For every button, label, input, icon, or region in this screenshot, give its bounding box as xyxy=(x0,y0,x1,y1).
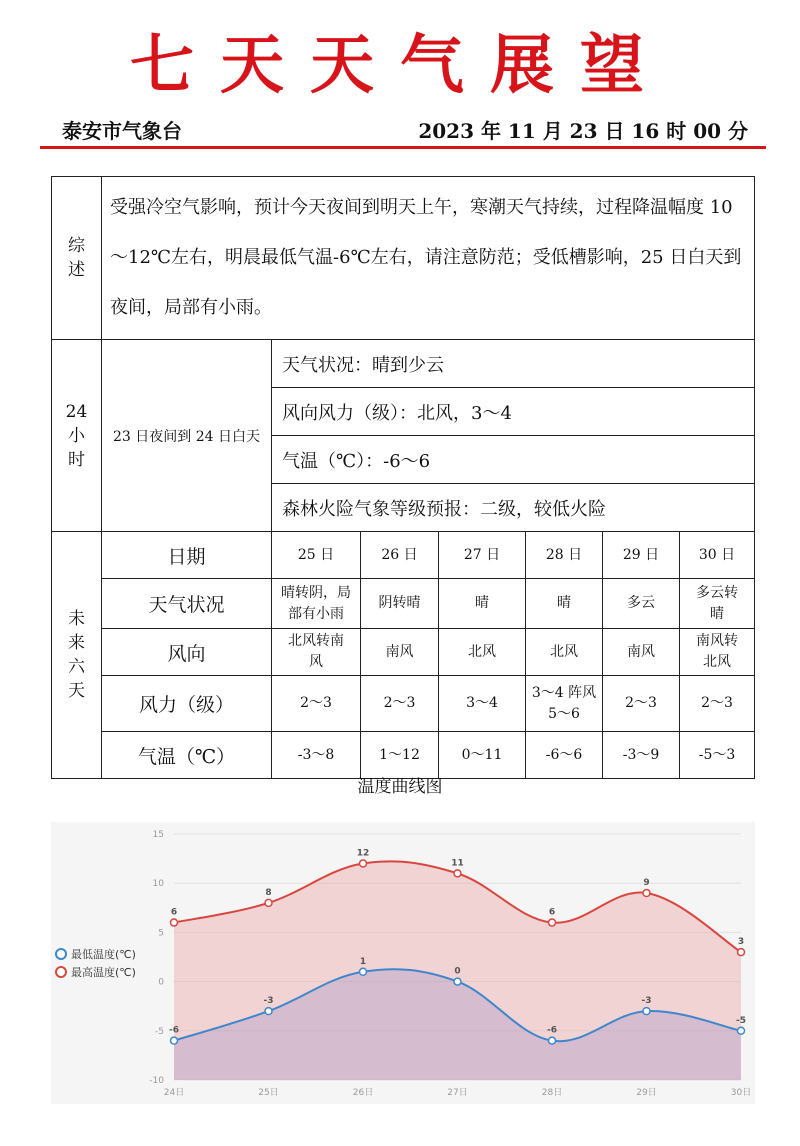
legend-label: 最高温度(℃) xyxy=(71,966,136,979)
temperature-cell: -3～8 xyxy=(272,732,361,779)
data-point xyxy=(454,978,461,985)
forecast-table xyxy=(51,176,755,779)
data-label: 1 xyxy=(359,956,367,967)
legend-marker xyxy=(56,949,66,959)
summary-text: 受强冷空气影响，预计今天夜间到明天上午，寒潮天气持续，过程降温幅度 10～12℃左右，明晨最低气温-6℃左右，请注意防范；受低槽影响，25 日白天到夜间，局部有小雨。 xyxy=(102,177,755,340)
wind-force-cell: 3～4 xyxy=(439,676,526,732)
weather-cell: 阴转晴 xyxy=(361,579,439,629)
weather-cell: 多云转 晴 xyxy=(680,579,755,629)
x-tick-label: 26日 xyxy=(352,1088,374,1098)
wind-force-cell: 2～3 xyxy=(272,676,361,732)
x-tick-label: 27日 xyxy=(447,1088,468,1098)
wind-force-cell: 2～3 xyxy=(361,676,439,732)
wind-force-cell: 3～4 阵风 5～6 xyxy=(526,676,603,732)
six-day-label: 未 来 六 天 xyxy=(52,532,102,779)
y-tick-label: -10 xyxy=(149,1076,164,1086)
data-point xyxy=(265,899,272,906)
data-point xyxy=(171,919,178,926)
issue-datetime: 2023 年 11 月 23 日 16 时 00 分 xyxy=(418,119,748,143)
y-tick-label: 0 xyxy=(158,977,164,988)
summary-label: 综 述 xyxy=(52,177,102,340)
data-label: -6 xyxy=(547,1025,557,1036)
temperature-chart-svg xyxy=(51,822,755,1104)
date-cell: 26 日 xyxy=(361,532,439,579)
day24-period: 23 日夜间到 24 日白天 xyxy=(102,340,272,532)
date-cell: 28 日 xyxy=(526,532,603,579)
wind-direction-cell: 南风转 北风 xyxy=(680,629,755,676)
title-divider xyxy=(40,146,766,149)
data-label: -5 xyxy=(736,1015,746,1026)
y-tick-label: -5 xyxy=(155,1026,164,1037)
x-tick-label: 25日 xyxy=(258,1088,279,1098)
y-tick-label: 10 xyxy=(152,879,164,890)
x-tick-label: 30日 xyxy=(730,1088,752,1098)
wind-direction-cell: 南风 xyxy=(361,629,439,676)
data-point xyxy=(265,1008,272,1015)
chart-title: 温度曲线图 xyxy=(357,777,443,797)
day24-fire-risk: 森林火险气象等级预报：二级，较低火险 xyxy=(272,484,755,532)
day24-weather: 天气状况：晴到少云 xyxy=(272,340,755,388)
legend-label: 最低温度(℃) xyxy=(71,948,136,961)
data-point xyxy=(454,870,461,877)
temperature-chart xyxy=(51,822,755,1104)
data-point xyxy=(549,919,556,926)
data-label: 12 xyxy=(356,848,370,859)
date-cell: 29 日 xyxy=(603,532,680,579)
agency-name: 泰安市气象台 xyxy=(62,119,182,143)
data-label: 0 xyxy=(454,966,461,977)
data-label: 11 xyxy=(451,858,464,869)
temperature-cell: 1～12 xyxy=(361,732,439,779)
data-label: 6 xyxy=(170,907,178,918)
data-point xyxy=(360,860,367,867)
weather-cell: 多云 xyxy=(603,579,680,629)
data-point xyxy=(643,1008,650,1015)
y-tick-label: 5 xyxy=(158,928,164,939)
page-title: 七天天气展望 xyxy=(130,28,670,103)
wind-force-cell: 2～3 xyxy=(603,676,680,732)
y-tick-label: 15 xyxy=(152,830,164,840)
data-point xyxy=(643,890,650,897)
wind-force-cell: 2～3 xyxy=(680,676,755,732)
legend-marker xyxy=(56,967,66,977)
wind-direction-cell: 南风 xyxy=(603,629,680,676)
wind-direction-cell: 北风 xyxy=(439,629,526,676)
data-label: -3 xyxy=(263,996,274,1007)
data-point xyxy=(738,1027,745,1034)
wind-direction-cell: 北风转南 风 xyxy=(272,629,361,676)
data-label: 9 xyxy=(643,878,650,889)
date-cell: 27 日 xyxy=(439,532,526,579)
x-tick-label: 24日 xyxy=(163,1088,185,1098)
temperature-cell: -5～3 xyxy=(680,732,755,779)
temperature-cell: 0～11 xyxy=(439,732,526,779)
data-label: 3 xyxy=(737,937,745,948)
day24-wind: 风向风力（级）：北风，3～4 xyxy=(272,388,755,436)
data-label: 8 xyxy=(265,887,272,898)
data-point xyxy=(549,1037,556,1044)
row-header-weather: 天气状况 xyxy=(102,579,272,629)
date-cell: 30 日 xyxy=(680,532,755,579)
data-label: -6 xyxy=(169,1025,179,1036)
data-point xyxy=(171,1037,178,1044)
row-header-wind-force: 风力（级） xyxy=(102,676,272,732)
weather-cell: 晴 xyxy=(439,579,526,629)
row-header-date: 日期 xyxy=(102,532,272,579)
temperature-cell: -3～9 xyxy=(603,732,680,779)
data-point xyxy=(360,968,367,975)
day24-label: 24 小 时 xyxy=(52,340,102,532)
date-cell: 25 日 xyxy=(272,532,361,579)
row-header-wind-direction: 风向 xyxy=(102,629,272,676)
temperature-cell: -6～6 xyxy=(526,732,603,779)
weather-cell: 晴转阴，局 部有小雨 xyxy=(272,579,361,629)
row-header-temperature: 气温（℃） xyxy=(102,732,272,779)
wind-direction-cell: 北风 xyxy=(526,629,603,676)
x-tick-label: 29日 xyxy=(636,1088,657,1098)
weather-cell: 晴 xyxy=(526,579,603,629)
data-label: 6 xyxy=(548,907,556,918)
day24-temp: 气温（℃）：-6～6 xyxy=(272,436,755,484)
data-label: -3 xyxy=(641,996,652,1007)
data-point xyxy=(738,949,745,956)
x-tick-label: 28日 xyxy=(541,1088,563,1098)
